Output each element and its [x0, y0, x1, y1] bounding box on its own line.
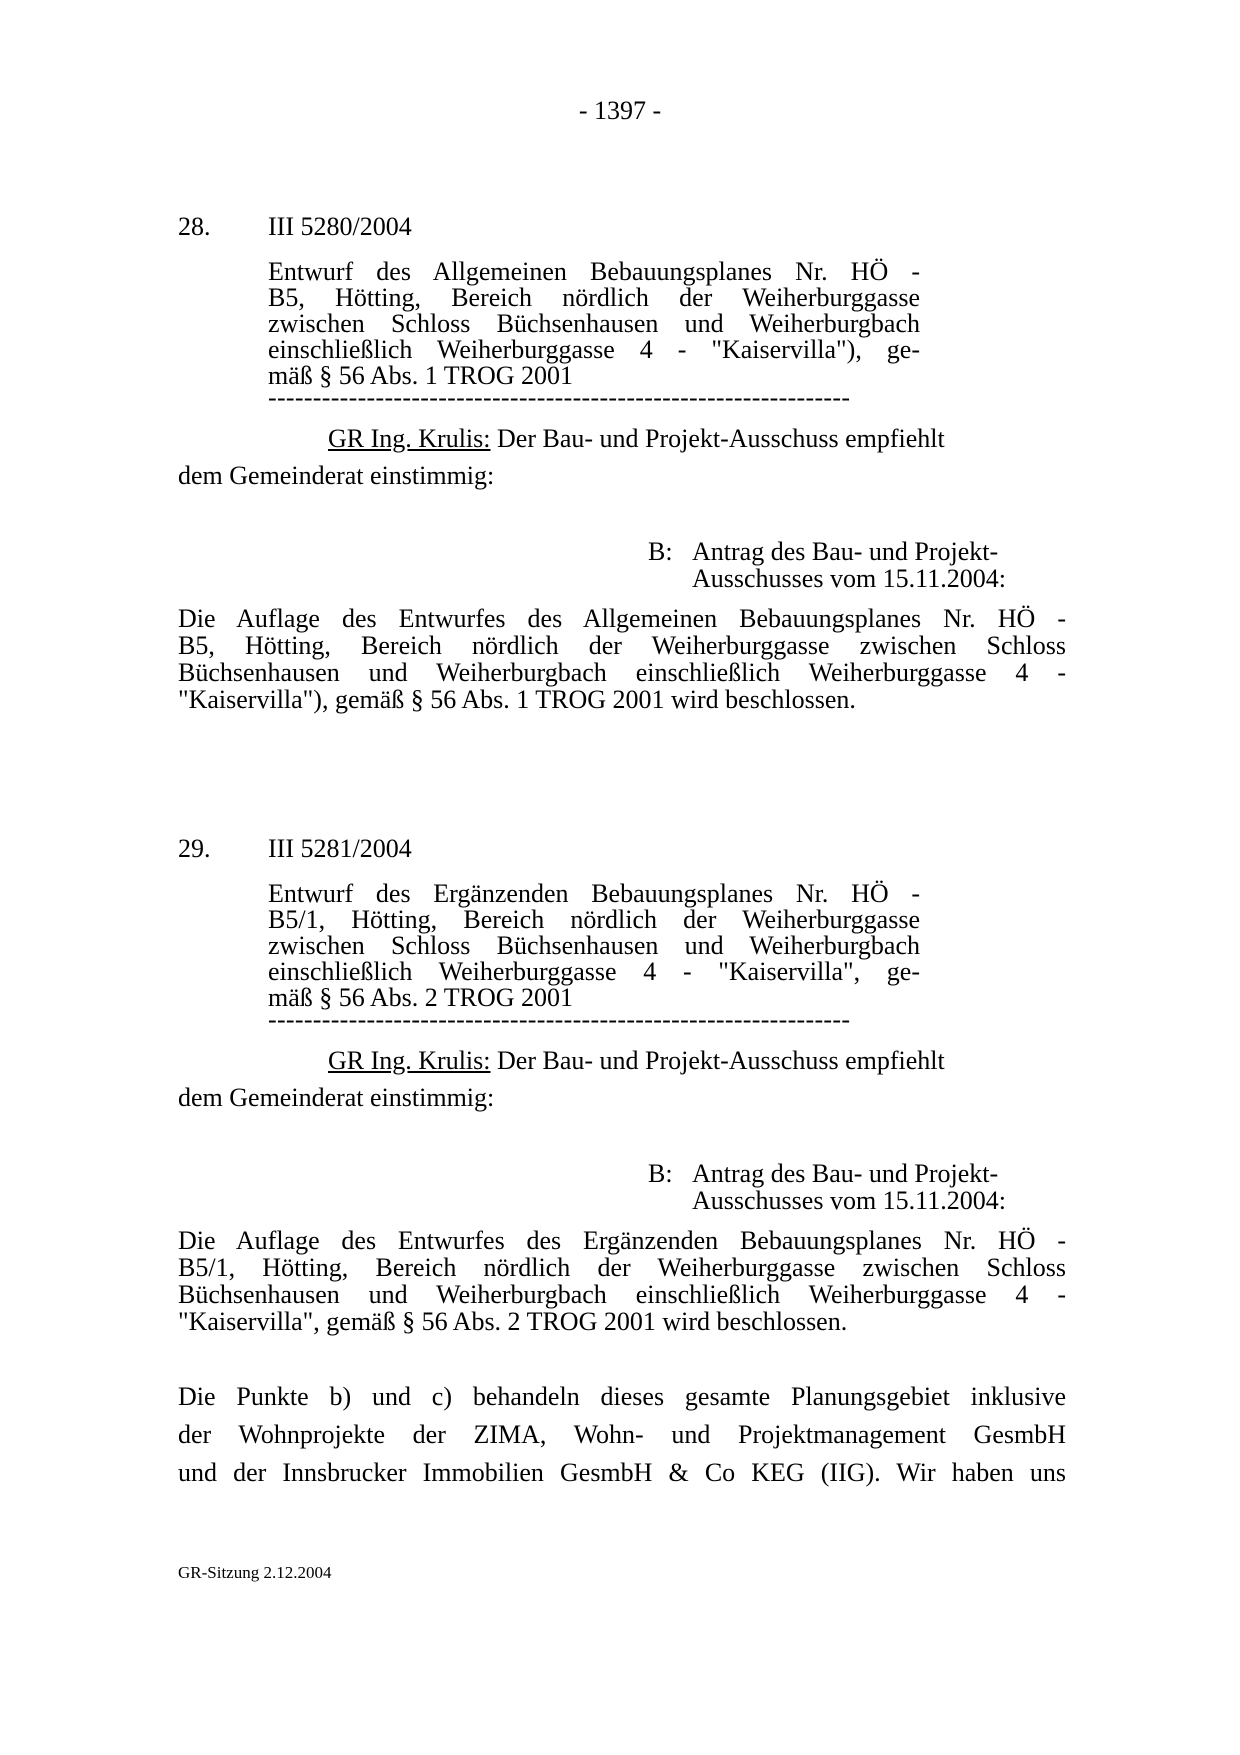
resolution-text	[178, 1227, 1066, 1335]
motion-prefix: B:	[648, 1159, 673, 1188]
motion-prefix: B:	[648, 537, 673, 566]
motion-heading	[648, 1160, 1006, 1214]
motion-date: Ausschusses vom 15.11.2004:	[692, 1186, 1006, 1215]
subject-line: zwischen Schloss Büchsenhausen und Weiherburgbach	[268, 309, 920, 338]
subject-line: zwischen Schloss Büchsenhausen und Weiherburgbach	[268, 931, 920, 960]
resolution-line: "Kaiservilla"), gemäß § 56 Abs. 1 TROG 2001 wird beschlossen.	[178, 685, 856, 714]
motion-heading	[648, 538, 1006, 592]
item-heading	[178, 834, 412, 864]
closing-paragraph	[178, 1378, 1066, 1492]
speaker-name: GR Ing. Krulis:	[328, 1046, 491, 1075]
divider-line: -----------------------------------------------------------------	[268, 1007, 851, 1033]
resolution-line: Büchsenhausen und Weiherburgbach einschließlich Weiherburggasse 4 -	[178, 1280, 1066, 1309]
motion-date: Ausschusses vom 15.11.2004:	[692, 564, 1006, 593]
speaker-name: GR Ing. Krulis:	[328, 424, 491, 453]
paragraph-line: Die Punkte b) und c) behandeln dieses gesamte Planungsgebiet inklusive	[178, 1382, 1066, 1411]
subject-line: einschließlich Weiherburggasse 4 - "Kaiservilla", ge-	[268, 957, 920, 986]
subject-line: Entwurf des Ergänzenden Bebauungsplanes Nr. HÖ -	[268, 879, 920, 908]
resolution-line: B5, Hötting, Bereich nördlich der Weiherburggasse zwischen Schloss	[178, 631, 1066, 660]
resolution-line: Büchsenhausen und Weiherburgbach einschließlich Weiherburggasse 4 -	[178, 658, 1066, 687]
item-heading	[178, 212, 412, 242]
resolution-line: Die Auflage des Entwurfes des Allgemeinen Bebauungsplanes Nr. HÖ -	[178, 604, 1066, 633]
speaker-text: Der Bau- und Projekt-Ausschuss empfiehlt	[490, 1046, 945, 1075]
divider-line: -----------------------------------------------------------------	[268, 385, 851, 411]
item-number: 28.	[178, 212, 211, 241]
file-reference: III 5280/2004	[268, 212, 412, 241]
item-subject	[268, 881, 920, 1011]
item-number: 29.	[178, 834, 211, 863]
speaker-statement	[178, 1042, 1066, 1116]
paragraph-line: und der Innsbrucker Immobilien GesmbH & Co KEG (IIG). Wir haben uns	[178, 1458, 1066, 1487]
page-number: - 1397 -	[578, 96, 662, 125]
speaker-text-continued: dem Gemeinderat einstimmig:	[178, 461, 495, 490]
file-reference: III 5281/2004	[268, 834, 412, 863]
speaker-text: Der Bau- und Projekt-Ausschuss empfiehlt	[490, 424, 945, 453]
subject-line: B5, Hötting, Bereich nördlich der Weiherburggasse	[268, 283, 920, 312]
motion-title: Antrag des Bau- und Projekt-	[692, 1159, 999, 1188]
resolution-text	[178, 605, 1066, 713]
motion-title: Antrag des Bau- und Projekt-	[692, 537, 999, 566]
resolution-line: B5/1, Hötting, Bereich nördlich der Weiherburggasse zwischen Schloss	[178, 1253, 1066, 1282]
speaker-statement	[178, 420, 1066, 494]
subject-line: B5/1, Hötting, Bereich nördlich der Weiherburggasse	[268, 905, 920, 934]
item-subject	[268, 259, 920, 389]
subject-line: Entwurf des Allgemeinen Bebauungsplanes Nr. HÖ -	[268, 257, 920, 286]
page-footer: GR-Sitzung 2.12.2004	[178, 1563, 332, 1582]
resolution-line: Die Auflage des Entwurfes des Ergänzenden Bebauungsplanes Nr. HÖ -	[178, 1226, 1066, 1255]
paragraph-line: der Wohnprojekte der ZIMA, Wohn- und Projektmanagement GesmbH	[178, 1420, 1066, 1449]
speaker-text-continued: dem Gemeinderat einstimmig:	[178, 1083, 495, 1112]
subject-line: einschließlich Weiherburggasse 4 - "Kaiservilla"), ge-	[268, 335, 920, 364]
resolution-line: "Kaiservilla", gemäß § 56 Abs. 2 TROG 2001 wird beschlossen.	[178, 1307, 848, 1336]
subject-line: mäß § 56 Abs. 2 TROG 2001	[268, 983, 574, 1012]
subject-line: mäß § 56 Abs. 1 TROG 2001	[268, 361, 574, 390]
